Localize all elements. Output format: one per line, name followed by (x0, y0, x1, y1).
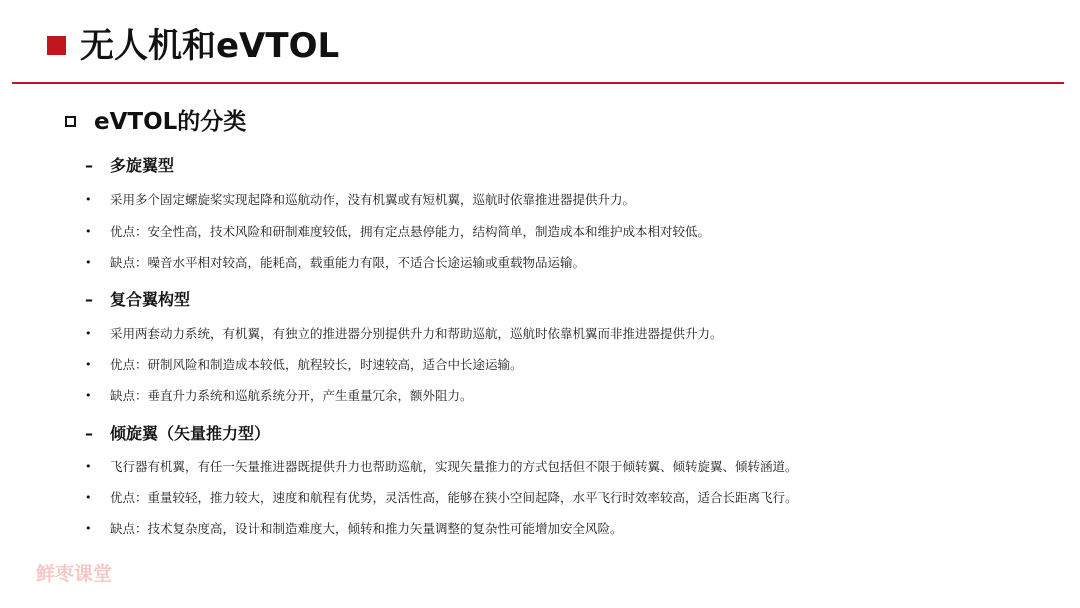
list-item: 优点：重量较轻，推力较大，速度和航程有优势，灵活性高，能够在狭小空间起降，水平飞行时效率较高，适合长距离飞行。 (110, 490, 798, 505)
bullet-icon: • (85, 460, 92, 473)
bullet-icon: • (85, 491, 92, 504)
bullet-icon: • (85, 327, 92, 340)
bullet-icon: • (85, 522, 92, 535)
dash-marker: – (85, 156, 93, 175)
bullet-icon: • (85, 256, 92, 269)
group-heading-tiltrotor: 倾旋翼（矢量推力型） (110, 424, 271, 443)
list-item: 缺点：技术复杂度高，设计和制造难度大，倾转和推力矢量调整的复杂性可能增加安全风险。 (110, 521, 623, 536)
bullet-icon: • (85, 225, 92, 238)
watermark-logo: 鲜枣课堂 (36, 563, 113, 585)
group-heading-multirotor: 多旋翼型 (110, 156, 175, 175)
list-item: 优点：安全性高，技术风险和研制难度较低，拥有定点悬停能力，结构简单，制造成本和维护成本相对较低。 (110, 224, 711, 239)
title-marker-square (47, 36, 66, 55)
list-item: 缺点：垂直升力系统和巡航系统分开，产生重量冗余，额外阻力。 (110, 388, 473, 403)
group-heading-compound-wing: 复合翼构型 (110, 290, 191, 309)
section-checkbox-icon (65, 116, 76, 127)
slide-title: 无人机和eVTOL (80, 26, 340, 66)
title-divider (12, 82, 1064, 84)
bullet-icon: • (85, 389, 92, 402)
dash-marker: – (85, 290, 93, 309)
list-item: 采用多个固定螺旋桨实现起降和巡航动作，没有机翼或有短机翼，巡航时依靠推进器提供升力。 (110, 192, 636, 207)
list-item: 优点：研制风险和制造成本较低，航程较长，时速较高，适合中长途运输。 (110, 357, 523, 372)
section-title: eVTOL的分类 (94, 109, 247, 135)
list-item: 飞行器有机翼，有任一矢量推进器既提供升力也帮助巡航，实现矢量推力的方式包括但不限于倾转翼、倾转旋翼、倾转涵道。 (110, 459, 798, 474)
list-item: 缺点：噪音水平相对较高，能耗高，载重能力有限，不适合长途运输或重载物品运输。 (110, 255, 586, 270)
bullet-icon: • (85, 193, 92, 206)
list-item: 采用两套动力系统，有机翼，有独立的推进器分别提供升力和帮助巡航，巡航时依靠机翼而非推进器提供升力。 (110, 326, 723, 341)
dash-marker: – (85, 424, 93, 443)
bullet-icon: • (85, 358, 92, 371)
